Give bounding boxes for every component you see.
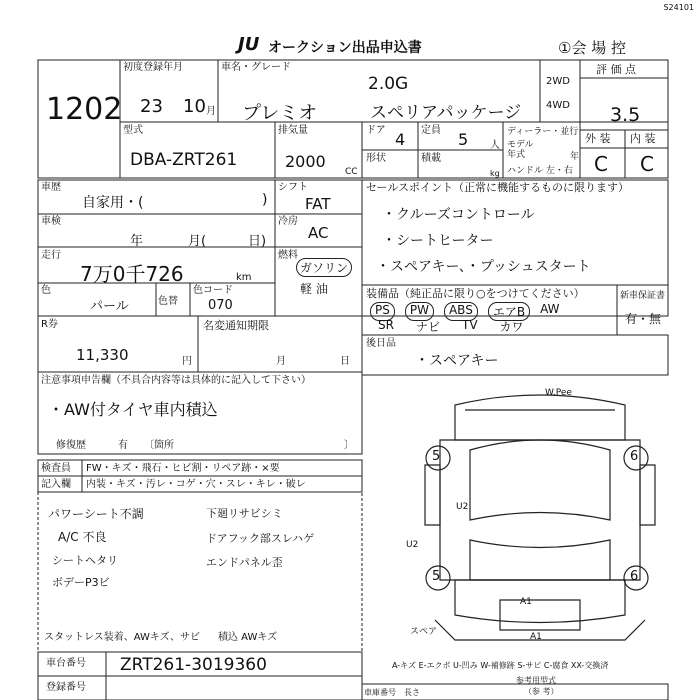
equipment-navi: ナビ bbox=[415, 320, 440, 334]
equipment-abs: ABS bbox=[444, 302, 478, 321]
inspector-note-7: エンドパネル歪 bbox=[206, 556, 283, 569]
form-title: オークション出品申込書 bbox=[268, 40, 422, 56]
repair-value: 有 bbox=[118, 440, 128, 451]
drive-2wd: 2WD bbox=[546, 76, 570, 87]
displacement-value: 2000 bbox=[285, 152, 326, 171]
color-change-label: 色替 bbox=[158, 296, 178, 307]
equipment-aw: AW bbox=[540, 302, 560, 316]
equipment-leather: カワ bbox=[499, 320, 524, 334]
name-change-day: 日 bbox=[340, 356, 350, 367]
sales-points-label: セールスポイント（正常に機能するものに限ります） bbox=[366, 181, 630, 194]
interior-legend: 内装・キズ・汚レ・コゲ・穴・スレ・キレ・破レ bbox=[86, 479, 306, 490]
mileage-unit: km bbox=[236, 272, 252, 283]
first-reg-month: 10 bbox=[183, 96, 206, 117]
load-label: 積載 bbox=[421, 153, 441, 164]
color-value: パール bbox=[90, 299, 129, 314]
capacity-label: 定員 bbox=[421, 125, 441, 136]
notes-value: ・AW付タイヤ車内積込 bbox=[48, 400, 218, 419]
doors-value: 4 bbox=[395, 130, 406, 149]
inspector-note-5: 下廻リサビシミ bbox=[206, 507, 283, 520]
mark-wpee: W.Pee bbox=[545, 388, 572, 398]
inspector-note-4: ボデーP3ビ bbox=[52, 576, 110, 589]
ac-label: 冷房 bbox=[278, 216, 298, 227]
dealer-label: ディーラー・並行 bbox=[507, 127, 579, 137]
mark-front-left: 5 bbox=[432, 449, 441, 464]
garage-label: 車庫番号 bbox=[364, 688, 396, 697]
equipment-pw: PW bbox=[405, 302, 434, 321]
form-code: S24101 bbox=[663, 3, 694, 12]
mark-spare: スペア bbox=[410, 627, 438, 637]
exterior-label: 外 装 bbox=[585, 132, 611, 145]
sales-point-2: ・シートヒーター bbox=[382, 233, 494, 249]
equipment-sr: SR bbox=[378, 318, 394, 332]
car-name-label: 車名・グレード bbox=[221, 62, 291, 73]
insurance-label: 新車保証書 bbox=[620, 291, 666, 301]
fuel-label: 燃料 bbox=[278, 250, 298, 261]
displacement-label: 排気量 bbox=[278, 125, 308, 136]
equipment-label: 装備品（純正品に限り○をつけてください） bbox=[366, 287, 585, 300]
inspector-legend: FW・キズ・飛石・ヒビ割・リペア跡・×要 bbox=[86, 463, 280, 474]
car-diagram bbox=[425, 395, 655, 640]
inspection-month: 月( bbox=[188, 234, 207, 249]
car-name: プレミオ bbox=[242, 102, 318, 124]
mileage-value: 7万0千726 bbox=[80, 262, 184, 286]
sales-point-1: ・クルーズコントロール bbox=[382, 207, 535, 223]
mileage-label: 走行 bbox=[41, 250, 61, 261]
venue-copy: ①会 場 控 bbox=[558, 39, 626, 57]
equipment-tv: TV bbox=[461, 318, 478, 332]
shift-label: シフト bbox=[278, 182, 308, 193]
registration-label: 登録番号 bbox=[46, 682, 86, 693]
handle-label: ハンドル 左・右 bbox=[507, 166, 573, 176]
mark-a1-bumper: A1 bbox=[530, 632, 542, 642]
interior-label: 内 装 bbox=[630, 132, 656, 145]
inspection-label: 車検 bbox=[41, 216, 61, 227]
car-package: スペリアパッケージ bbox=[370, 103, 522, 123]
name-change-month: 月 bbox=[276, 356, 286, 367]
record-label: 記入欄 bbox=[41, 479, 71, 490]
model-year-unit: 年 bbox=[570, 152, 580, 162]
insurance-value: 有・無 bbox=[625, 312, 662, 326]
inspector-note-3: シートヘタリ bbox=[52, 554, 118, 567]
repair-label: 修復歴 bbox=[56, 440, 86, 451]
repair-place: 〔箇所 bbox=[144, 440, 174, 451]
chassis-label: 車台番号 bbox=[46, 658, 86, 669]
color-code: 070 bbox=[208, 298, 233, 313]
interior-score: C bbox=[640, 152, 654, 176]
exterior-score: C bbox=[594, 152, 608, 176]
recycle-value: 11,330 bbox=[76, 346, 129, 364]
displacement-unit: CC bbox=[345, 167, 358, 177]
history-close: ) bbox=[262, 192, 268, 208]
load-unit: kg bbox=[490, 169, 500, 178]
color-label: 色 bbox=[41, 285, 51, 296]
inspection-year: 年 bbox=[130, 234, 144, 249]
repair-close: 〕 bbox=[344, 440, 354, 451]
inspector-note-1: パワーシート不調 bbox=[48, 507, 144, 521]
doors-label: ドア bbox=[366, 125, 386, 136]
mark-a1-rear: A1 bbox=[520, 597, 532, 607]
first-reg-year: 23 bbox=[140, 96, 163, 117]
shape-label: 形状 bbox=[366, 153, 386, 164]
recycle-label: R券 bbox=[41, 319, 58, 330]
sales-point-3: ・スペアキー、・プッシュスタート bbox=[376, 259, 591, 275]
car-grade: 2.0G bbox=[368, 74, 409, 94]
after-items-value: ・スペアキー bbox=[415, 353, 499, 369]
inspector-note-2: A/C 不良 bbox=[58, 530, 107, 544]
mark-u2-left: U2 bbox=[456, 502, 469, 512]
model-value: DBA-ZRT261 bbox=[130, 150, 238, 170]
chassis-value: ZRT261-3019360 bbox=[120, 655, 267, 675]
lot-number: 1202 bbox=[46, 92, 123, 127]
recycle-unit: 円 bbox=[182, 356, 192, 367]
inspector-note-6: ドアフック部スレハゲ bbox=[206, 532, 315, 545]
history-value: 自家用・( bbox=[82, 195, 144, 211]
capacity-unit: 人 bbox=[490, 140, 500, 151]
mark-rear-left: 5 bbox=[432, 569, 441, 584]
notes-label: 注意事項申告欄（不具合内容等は具体的に記入して下さい） bbox=[41, 375, 311, 386]
equipment-airbag: エアB bbox=[488, 302, 530, 321]
after-items-label: 後日品 bbox=[366, 338, 396, 349]
ac-value: AC bbox=[308, 224, 329, 242]
damage-legend: A-キズ E-エクボ U-凹み W-補修跡 S-サビ C-腐食 XX-交換済 bbox=[392, 661, 609, 670]
equipment-ps: PS bbox=[370, 302, 395, 321]
inspector-note-8: スタットレス装着、AWキズ、サビ bbox=[44, 632, 200, 643]
ref-model-label: 参考用型式 bbox=[516, 676, 556, 685]
inspector-note-9: 積込 AWキズ bbox=[218, 632, 278, 643]
first-reg-label: 初度登録年月 bbox=[123, 62, 183, 73]
equipment-row-2 bbox=[378, 318, 598, 335]
capacity-value: 5 bbox=[458, 130, 469, 149]
fuel-gasoline: ガソリン bbox=[296, 258, 352, 277]
first-reg-month-unit: 月 bbox=[206, 106, 216, 117]
inspection-day: 日) bbox=[248, 234, 267, 249]
drive-4wd: 4WD bbox=[546, 100, 570, 111]
length-label: 長さ bbox=[404, 688, 420, 697]
ref-label: （参 考） bbox=[524, 687, 559, 696]
color-code-label: 色コード bbox=[193, 285, 233, 296]
mark-u2-side: U2 bbox=[406, 540, 419, 550]
model-label: 型式 bbox=[123, 125, 143, 136]
inspector-label: 検査員 bbox=[41, 463, 71, 474]
name-change-label: 名変通知期限 bbox=[203, 319, 269, 332]
score-label: 評 価 点 bbox=[596, 63, 636, 76]
ju-logo: JU bbox=[238, 34, 260, 55]
history-label: 車歴 bbox=[41, 182, 61, 193]
model-year-label: モデル 年式 bbox=[507, 140, 534, 160]
mark-front-right: 6 bbox=[630, 449, 639, 464]
score-value: 3.5 bbox=[610, 104, 641, 126]
shift-value: FAT bbox=[305, 195, 331, 213]
fuel-diesel: 軽 油 bbox=[300, 282, 328, 296]
mark-rear-right: 6 bbox=[630, 569, 639, 584]
